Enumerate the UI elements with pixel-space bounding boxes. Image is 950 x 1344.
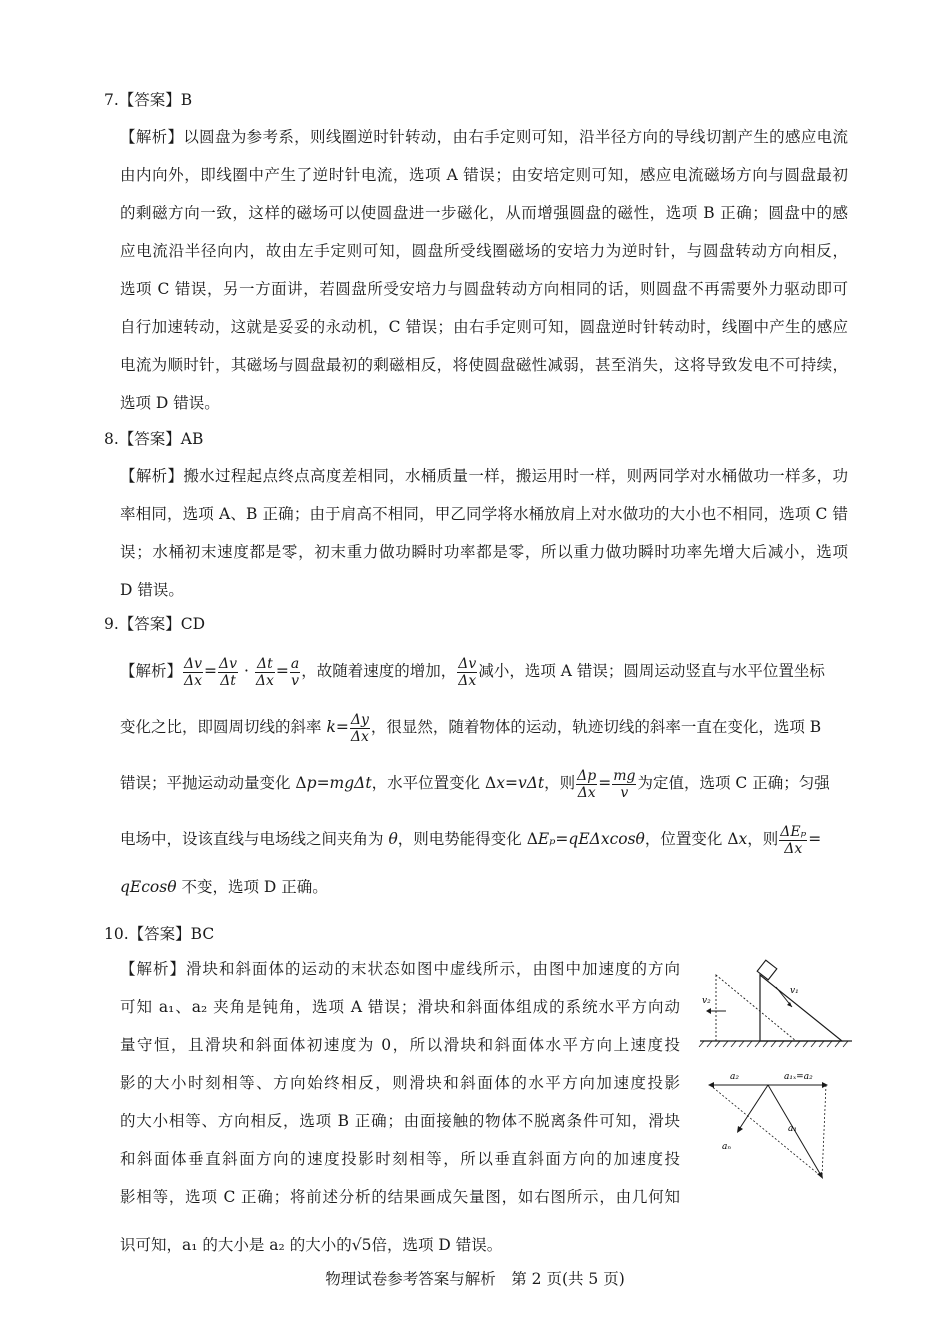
dashed-vertical xyxy=(822,1085,826,1177)
q9-line-4: 电场中，设该直线与电场线之间夹角为 θ，则电势能得变化 ΔEₚ=qEΔxcosθ，位置变化 Δx，则 $\frac{\text{ΔEₚ}}{\Delta x}$ = xyxy=(120,823,822,857)
q10-line: 影的大小时刻相等、方向始终相反，则滑块和斜面体的水平方向加速度投影 xyxy=(120,1074,680,1092)
q10-answer-head: 10.【答案】BC xyxy=(104,925,215,943)
q10-line: 可知 a₁、a₂ 夹角是钝角，选项 A 错误；滑块和斜面体组成的系统水平方向动 xyxy=(120,998,680,1016)
q9-text: ，故随着速度的增加， xyxy=(301,662,457,680)
q7-line: 选项 C 错误，另一方面讲，若圆盘所受安培力与圆盘转动方向相同的话，则圆盘不再需要外力驱动即可 xyxy=(120,280,848,298)
fraction: $\frac{mg}{v}$ xyxy=(613,767,636,801)
q9-text: 不变，选项 D 正确。 xyxy=(181,878,328,896)
q7-line: 应电流沿半径向内，故由左手定则可知，圆盘所受线圈磁场的安培力为逆时针，与圆盘转动方向相反， xyxy=(120,242,848,260)
q10-line: 【解析】滑块和斜面体的运动的末状态如图中虚线所示，由图中加速度的方向 xyxy=(120,960,680,978)
q8-explanation xyxy=(120,457,848,609)
a2-arrowhead xyxy=(708,1082,714,1088)
q8-line: 率相同，选项 A、B 正确；由于肩高不相同，甲乙同学将水桶放肩上对水做功的大小也不相同，选项 C 错 xyxy=(120,505,848,523)
q8-line: 误；水桶初末速度都是零，初末重力做功瞬时功率都是零，所以重力做功瞬时功率先增大后减小，选项 xyxy=(120,543,848,561)
sqrt-five: √5 xyxy=(351,1236,372,1254)
q7-line: 【解析】以圆盘为参考系，则线圈逆时针转动，由右手定则可知，沿半径方向的导线切割产生的感应电流 xyxy=(120,128,848,146)
a2-label: a₂ xyxy=(730,1072,739,1082)
q10-text: 倍，选项 D 错误。 xyxy=(371,1236,503,1254)
q9-text: 电场中，设该直线与电场线之间夹角为 xyxy=(120,830,389,848)
ground-hatch xyxy=(699,1041,848,1047)
q9-text: ，水平位置变化 Δ xyxy=(371,774,497,792)
q7-explanation xyxy=(120,118,848,422)
q9-line-2: 变化之比，即圆周切线的斜率 k= $\frac{\Delta y}{\Delta x}$ ，很显然，随着物体的运动，轨迹切线的斜率一直在变化，选项 B xyxy=(120,711,822,745)
incline-vector-figure xyxy=(696,955,856,1185)
q8-answer-head: 8.【答案】AB xyxy=(104,430,204,448)
fraction: $\frac{\Delta y}{\Delta x}$ xyxy=(350,711,369,745)
v2-arrowhead xyxy=(706,1008,711,1014)
q9-text: 错误；平抛运动动量变化 Δ xyxy=(120,774,307,792)
q9-line-3: 错误；平抛运动动量变化 Δp=mgΔt，水平位置变化 Δx=vΔt，则 $\frac{\Delta p}{\Delta x}$ = $\frac{mg}{v}$ 为定值，选项 C 正确；匀强 xyxy=(120,767,830,801)
q9-text: 减小，选项 A 错误；圆周运动竖直与水平位置坐标 xyxy=(478,662,825,680)
q9-text: ，很显然，随着物体的运动，轨迹切线的斜率一直在变化，选项 B xyxy=(370,718,822,736)
fraction: $\frac{\Delta v}{\Delta t}$ xyxy=(219,655,238,689)
fraction: $\frac{\Delta t}{\Delta x}$ xyxy=(255,655,274,689)
dashed-diagonal xyxy=(710,1085,822,1177)
q10-text: 识可知，a₁ 的大小是 a₂ 的大小的 xyxy=(120,1236,352,1254)
q9-explanation xyxy=(120,643,848,907)
q10-line: 影相等，选项 C 正确；将前述分析的结果画成矢量图，如右图所示，由几何知 xyxy=(120,1188,680,1206)
q9-text: 为定值，选项 C 正确；匀强 xyxy=(637,774,830,792)
incline-solid xyxy=(760,975,842,1041)
q9-text: 【解析】 xyxy=(120,662,183,680)
q10-line: 的大小相等、方向相反，选项 B 正确；由面接触的物体不脱离条件可知，滑块 xyxy=(120,1112,680,1130)
q10-line-last xyxy=(120,1226,680,1264)
q9-text: 变化之比，即圆周切线的斜率 xyxy=(120,718,327,736)
fraction: $\frac{\Delta v}{\Delta x}$ xyxy=(458,655,477,689)
q8-line: D 错误。 xyxy=(120,581,184,599)
q9-text: ，则 xyxy=(747,830,779,848)
an-label: aₙ xyxy=(722,1142,732,1152)
q7-line: 自行加速转动，这就是妥妥的永动机，C 错误；由右手定则可知，圆盘逆时针转动时，线圈中产生的感应 xyxy=(120,318,848,336)
q7-answer-head: 7.【答案】B xyxy=(104,91,193,109)
q10-explanation xyxy=(120,950,680,1264)
q9-text: ，则 xyxy=(544,774,576,792)
q7-line: 由内向外，即线圈中产生了逆时针电流，选项 A 错误；由安培定则可知，感应电流磁场方向与圆盘最初 xyxy=(120,166,848,184)
q9-text: ，位置变化 Δ xyxy=(644,830,739,848)
page-footer: 物理试卷参考答案与解析 第 2 页(共 5 页) xyxy=(325,1270,625,1288)
q7-line: 选项 D 错误。 xyxy=(120,394,220,412)
fraction: $\frac{\Delta v}{\Delta x}$ xyxy=(184,655,203,689)
fraction: $\frac{\text{ΔEₚ}}{\Delta x}$ xyxy=(780,823,807,857)
q7-line: 的剩磁方向一致，这样的磁场可以使圆盘进一步磁化，从而增强圆盘的磁性，选项 B 正确；圆盘中的感 xyxy=(120,204,848,222)
q9-line-5: qEcosθ 不变，选项 D 正确。 xyxy=(120,878,328,896)
q9-text: ，则电势能得变化 Δ xyxy=(397,830,538,848)
q10-line: 和斜面体垂直斜面方向的速度投影时刻相等，所以垂直斜面方向的加速度投 xyxy=(120,1150,680,1168)
v1-arrowhead xyxy=(787,1002,792,1007)
v2-label: v₂ xyxy=(702,996,711,1006)
q8-line: 【解析】搬水过程起点终点高度差相同，水桶质量一样，搬运用时一样，则两同学对水桶做功一样多，功 xyxy=(120,467,848,485)
an-arrow xyxy=(738,1085,768,1131)
incline-dashed xyxy=(716,975,796,1041)
q9-answer-head: 9.【答案】CD xyxy=(104,615,206,633)
fraction: $\frac{\Delta p}{\Delta x}$ xyxy=(577,767,597,801)
q9-line-1: 【解析】 $\frac{\Delta v}{\Delta x}$ = $\frac{\Delta v}{\Delta t}$ · $\frac{\Delta t}{\Delta x}$ = $\frac{a}{v}$ ，故随着速度的增加， $\frac{\Delta v}{\Delta x}$ 减小，选项 A 错误；圆周运动竖直与水平位置坐标 xyxy=(120,655,825,689)
fraction: $\frac{a}{v}$ xyxy=(290,655,300,689)
q10-line: 量守恒，且滑块和斜面体初速度为 0，所以滑块和斜面体水平方向上速度投 xyxy=(120,1036,680,1054)
v1-label: v₁ xyxy=(790,986,799,996)
a1-label: a₁ xyxy=(788,1124,797,1134)
q7-line: 电流为顺时针，其磁场与圆盘最初的剩磁相反，将使圆盘磁性减弱，甚至消失，这将导致发电不可持续， xyxy=(120,356,848,374)
a1x-arrowhead xyxy=(822,1082,828,1088)
a1x-label: a₁ₓ=a₂ xyxy=(784,1072,813,1082)
